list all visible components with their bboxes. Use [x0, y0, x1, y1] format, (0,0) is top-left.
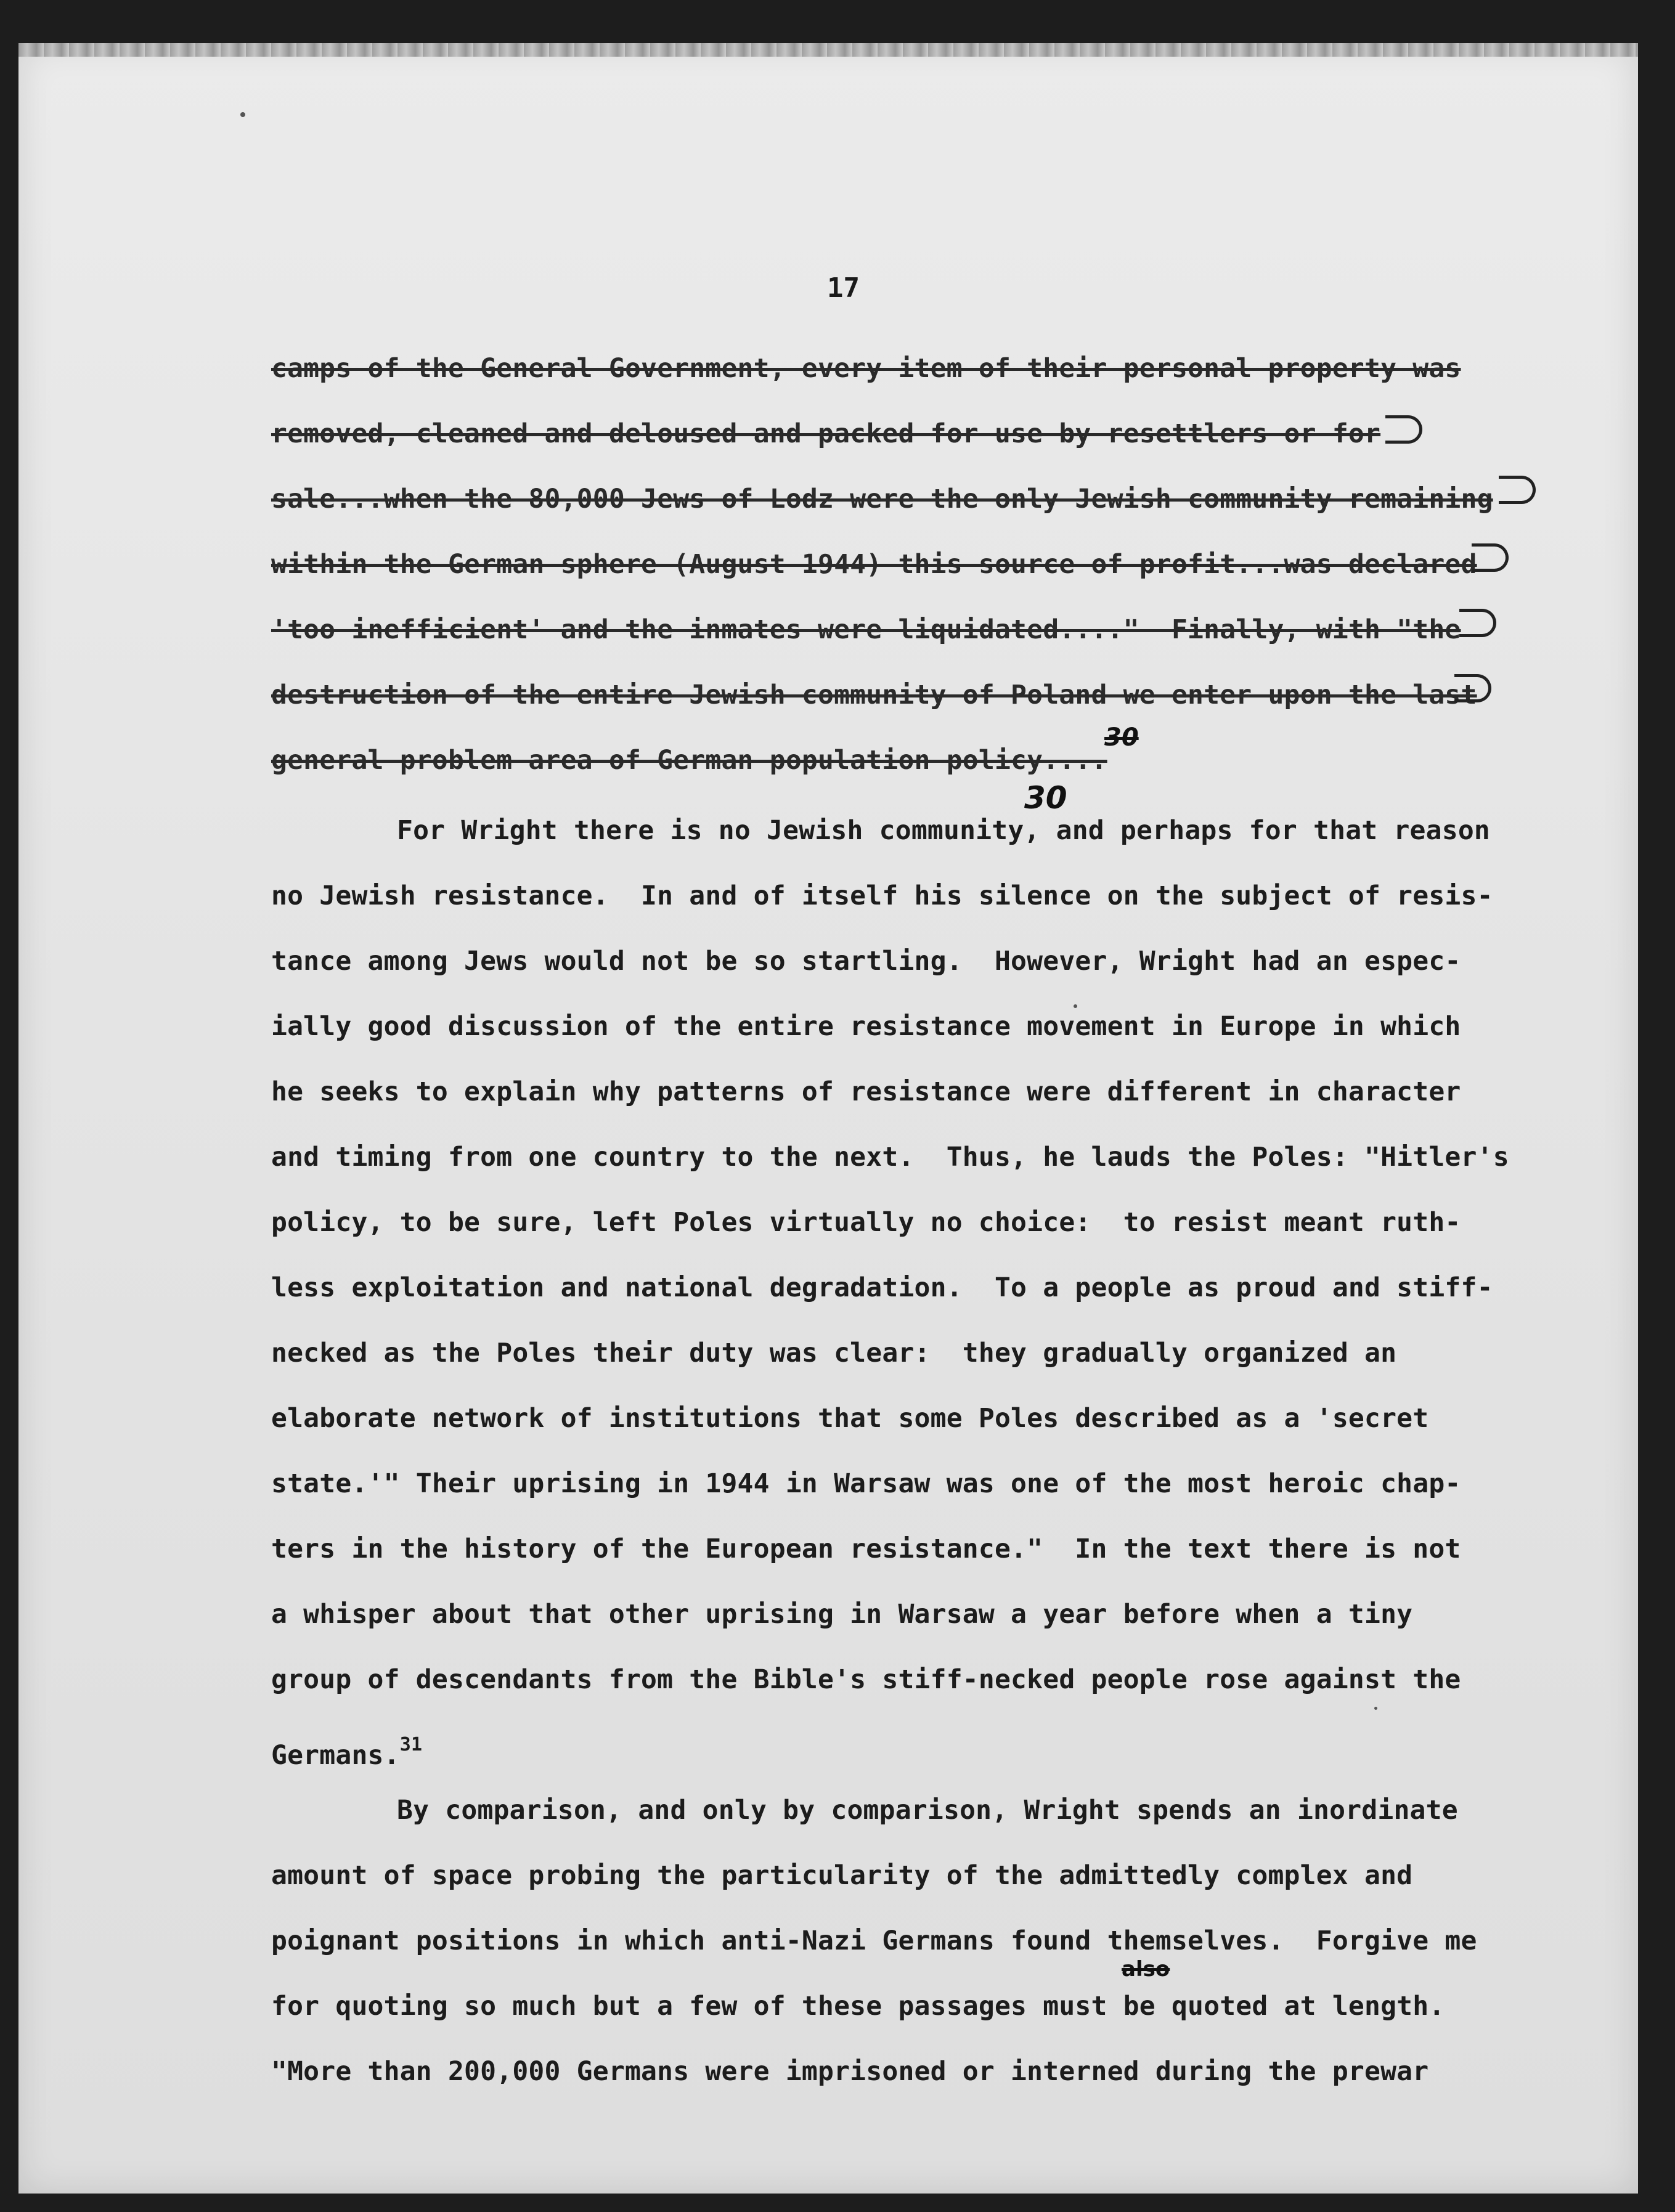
- paragraph-1-line: he seeks to explain why patterns of resistance were different in character: [271, 1076, 1461, 1107]
- struck-line: removed, cleaned and deloused and packed for use by resettlers or for: [271, 418, 1381, 449]
- scan-speck: [1374, 1707, 1377, 1710]
- struck-line: general problem area of German population policy....: [271, 745, 1107, 776]
- scan-speck: [240, 112, 245, 117]
- paragraph-1-line: elaborate network of institutions that some Poles described as a 'secret: [271, 1403, 1429, 1434]
- paragraph-1-line: a whisper about that other uprising in Warsaw a year before when a tiny: [271, 1599, 1413, 1630]
- struck-line: destruction of the entire Jewish community of Poland we enter upon the last: [271, 680, 1477, 710]
- struck-line: 'too inefficient' and the inmates were liquidated...." Finally, with "the: [271, 614, 1461, 645]
- paragraph-1-line: necked as the Poles their duty was clear: they gradually organized an: [271, 1338, 1397, 1368]
- struck-footnote-ref: 30: [1104, 723, 1139, 752]
- struck-line: camps of the General Government, every item of their personal property was: [271, 353, 1461, 384]
- paragraph-1-line: group of descendants from the Bible's stiff-necked people rose against the: [271, 1664, 1461, 1695]
- paragraph-1-line: state.'" Their uprising in 1944 in Warsaw was one of the most heroic chap-: [271, 1468, 1461, 1499]
- struck-line: within the German sphere (August 1944) this source of profit...was declared: [271, 549, 1477, 580]
- scan-top-edge: [18, 43, 1638, 57]
- paragraph-1-line: For Wright there is no Jewish community, and perhaps for that reason: [397, 815, 1490, 846]
- paragraph-1-last: Germans.: [271, 1740, 400, 1771]
- scan-speck: [1074, 1004, 1077, 1008]
- paragraph-1-line: ially good discussion of the entire resistance movement in Europe in which: [271, 1011, 1461, 1042]
- paragraph-1-line: and timing from one country to the next. Thus, he lauds the Poles: "Hitler's: [271, 1142, 1509, 1173]
- handwritten-footnote: 30: [1024, 780, 1067, 816]
- bracket-mark: [1454, 674, 1491, 702]
- paragraph-1-line: [271, 1726, 422, 1774]
- paragraph-2-line: poignant positions in which anti-Nazi Germans found themselves. Forgive me: [271, 1925, 1477, 1956]
- paragraph-1-line: no Jewish resistance. In and of itself his silence on the subject of resis-: [271, 880, 1493, 911]
- paragraph-1-line: tance among Jews would not be so startling. However, Wright had an espec-: [271, 946, 1461, 977]
- paragraph-1-line: ters in the history of the European resistance." In the text there is not: [271, 1534, 1461, 1564]
- struck-insertion: also: [1122, 1957, 1170, 1982]
- bracket-mark: [1385, 415, 1422, 444]
- paragraph-2-line: for quoting so much but a few of these passages must be quoted at length.: [271, 1991, 1445, 2022]
- document-page: [18, 43, 1638, 2194]
- paragraph-1-line: policy, to be sure, left Poles virtually no choice: to resist meant ruth-: [271, 1207, 1461, 1238]
- paragraph-1-line: less exploitation and national degradation. To a people as proud and stiff-: [271, 1272, 1493, 1303]
- paragraph-2-line: By comparison, and only by comparison, Wright spends an inordinate: [397, 1795, 1458, 1826]
- paragraph-2-line: amount of space probing the particularity of the admittedly complex and: [271, 1860, 1413, 1891]
- bracket-mark: [1499, 476, 1536, 504]
- paragraph-2-line: "More than 200,000 Germans were imprisoned or interned during the prewar: [271, 2056, 1429, 2087]
- footnote-31: 31: [399, 1734, 423, 1755]
- bracket-mark: [1459, 609, 1496, 637]
- page-number: 17: [827, 272, 860, 304]
- bracket-mark: [1472, 543, 1509, 572]
- struck-line: sale...when the 80,000 Jews of Lodz were the only Jewish community remaining: [271, 484, 1493, 514]
